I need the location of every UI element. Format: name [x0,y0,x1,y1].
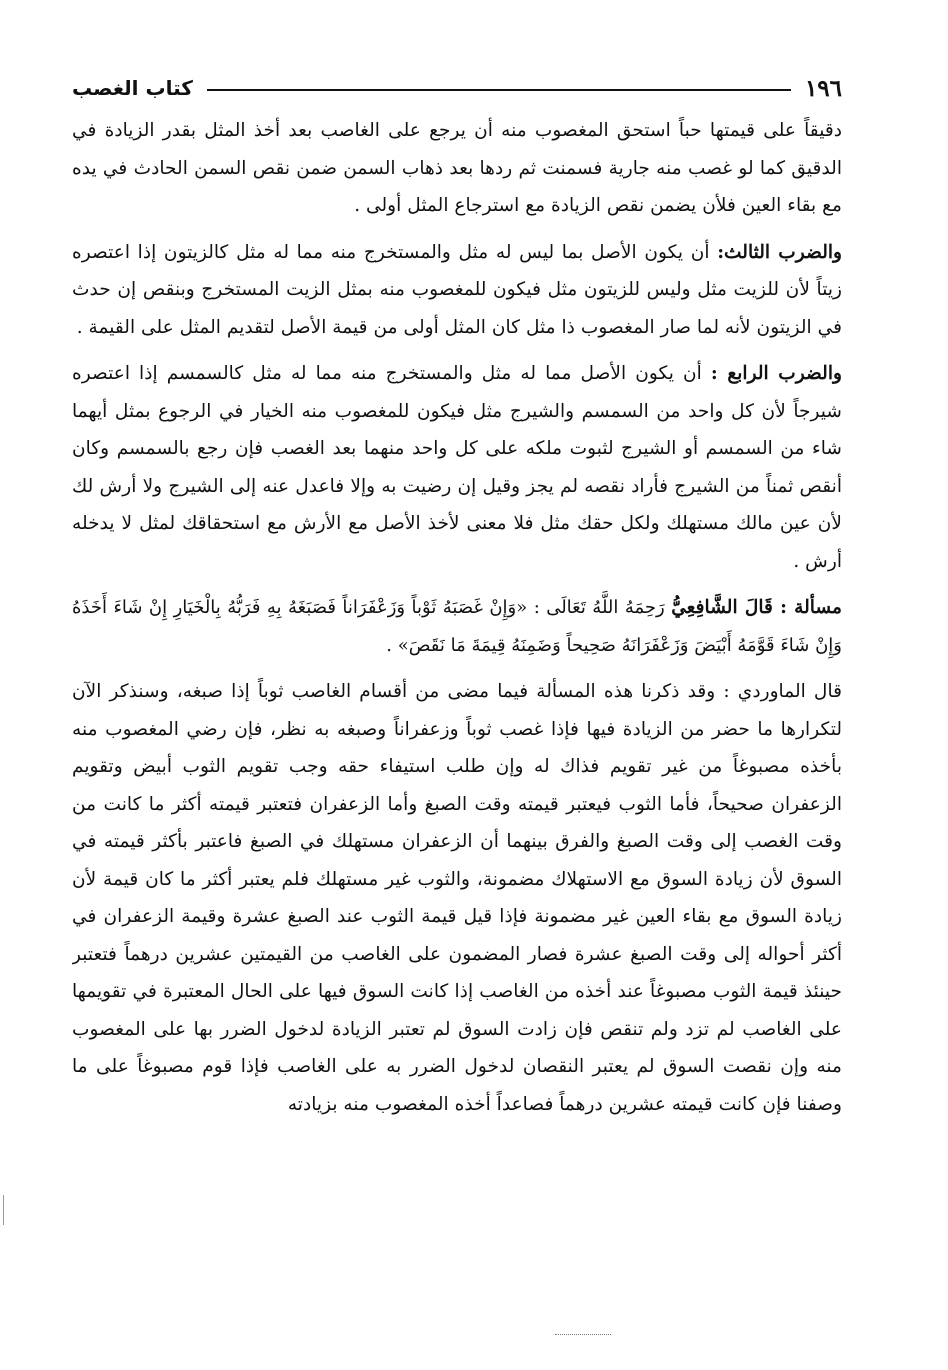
page-number: ١٩٦ [804,74,842,102]
scan-edge-mark [3,1195,4,1225]
paragraph-mawardi [72,673,842,1123]
paragraph-continuation [72,112,842,225]
page-body [72,112,842,1123]
paragraph-text: دقيقاً على قيمتها حباً استحق المغصوب منه أن يرجع على الغاصب بعد أخذ المثل بقدر الزيادة في الدقيق كما لو غصب منه جارية فسمنت ثم ردها بعد ذهاب السمن ضمن نقص السمن الحادث في يده مع بقاء العين فلأن يضمن نقص الزيادة مع استرجاع المثل أولى . [72,120,842,216]
paragraph-issue [72,589,842,664]
paragraph-heading: والضرب الثالث: [717,241,842,263]
paragraph-text: قال الماوردي : وقد ذكرنا هذه المسألة فيما مضى من أقسام الغاصب ثوباً إذا صبغه، وسنذكر الآن لتكرارها ما حضر من الزيادة فيها فإذا غصب ثوباً وزعفراناً وصبغه به نظر، فإن رضي المغصوب منه بأخذه مصبوغاً من غير تقويم فذاك له وإن طلب استيفاء حقه وجب تقويم الثوب أبيض وتقويم الزعفران صحيحاً، فأما الثوب فيعتبر قيمته وقت الصبغ وأما الزعفران فتعتبر قيمته أكثر ما كانت من وقت الغصب إلى وقت الصبغ والفرق بينهما أن الزعفران مستهلك في الصبغ فاعتبر بأكثر قيمته في السوق لأن زيادة السوق مع الاستهلاك مضمونة، والثوب غير مستهلك فلم يعتبر أكثر ما كان قيمة لأن زيادة السوق مع بقاء العين غير مضمونة فإذا قيل قيمة الثوب عند الصبغ عشرة وقيمة الزعفران في أكثر أحواله إلى وقت الصبغ عشرة فصار المضمون على الغاصب من القيمتين عشرين درهماً فتعتبر حينئذ قيمة الثوب مصبوغاً عند أخذه من الغاصب إذا كانت السوق فيها على الحال المعتبرة في تقويمها على الغاصب لم تزد ولم تنقص فإن زادت السوق لم تعتبر الزيادة لدخول الضرر بها على المغصوب منه وإن نقصت السوق لم يعتبر النقصان لدخول الضرر به على الغاصب فإذا قوم مصبوغاً على ما وصفنا فإن كانت قيمته عشرين درهماً فصاعداً أخذه المغصوب منه بزيادته [72,681,842,1115]
footer-mark [555,1334,611,1336]
paragraph-third-kind [72,234,842,347]
page-header [72,70,842,106]
paragraph-fourth-kind [72,355,842,580]
book-title: كتاب الغصب [72,76,193,100]
paragraph-text: أن يكون الأصل مما له مثل والمستخرج منه مما له مثل كالسمسم إذا اعتصره شيرجاً لأن كل واحد من السمسم والشيرج مثل فيكون للمغصوب منه الخيار في الرجوع بمثل أيهما شاء من السمسم أو الشيرج لثبوت ملكه على كل واحد منهما بعد الغصب فإن رجع بالسمسم وكان أنقص ثمناً من الشيرج فأراد نقصه لم يجز وقيل إن رضيت به وإلا فاعدل عنه إلى الشيرج ولا أرش لك لأن عين مالك مستهلك ولكل حقك مثل فلا معنى لأخذ الأصل مع الأرش مع استحقاقك لمثل لا يدخله أرش . [72,363,842,572]
header-rule [207,89,791,91]
issue-heading: مسألة : قَالَ الشَّافِعِيُّ [671,597,842,618]
paragraph-text: أن يكون الأصل بما ليس له مثل والمستخرج منه مما له مثل كالزيتون إذا اعتصره زيتاً لأن للزيت مثل وليس للزيتون مثل فيكون للمغصوب منه بمثل الزيت المستخرج وبنقص إن حدث في الزيتون لأنه لما صار المغصوب ذا مثل كان المثل أولى من قيمة الأصل لتقديم المثل على القيمة . [72,241,842,338]
issue-quote: رَحِمَهُ اللَّهُ تَعَالَى : «وَإِنْ غَصَبَهُ ثَوْباً وَزَعْفَرَاناً فَصَبَغَهُ بِهِ فَرَبُّهُ بِالْخَيَارِ إِنْ شَاءَ أَخَذَهُ وَإِنْ شَاءَ قَوَّمَهُ أَبْيَضَ وَزَعْفَرَانَهُ صَحِيحاً وَضَمِنَهُ قِيمَةَ مَا نَقَصَ» . [72,597,842,656]
book-page [72,70,842,1360]
paragraph-heading: والضرب الرابع : [710,363,842,384]
